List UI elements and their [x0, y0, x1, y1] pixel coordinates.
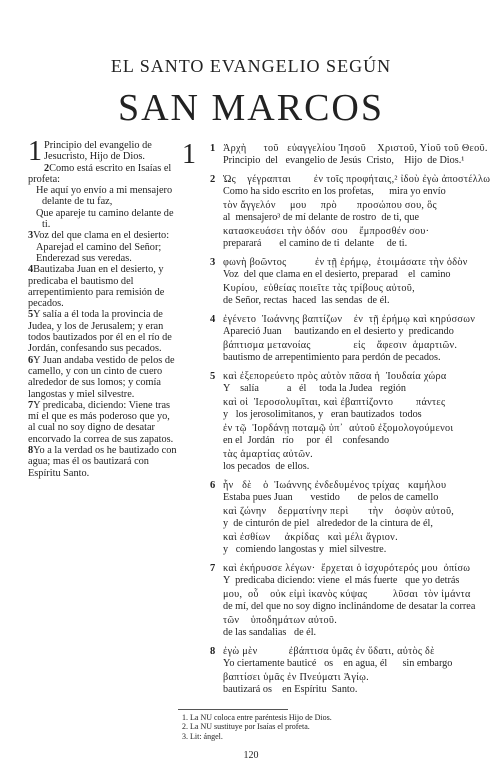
footnote: 2. La NU sustituye por Isaías el profeta.: [182, 722, 310, 732]
greek-line: καὶ ἐσθίων ἀκρίδας καὶ μέλι ἄγριον.: [223, 532, 398, 543]
verse-number: 7: [210, 563, 216, 574]
verse-2-text: Como está escrito en Isaías el profeta:: [28, 162, 172, 185]
page-number: 120: [243, 750, 259, 761]
greek-line: τὰς ἁμαρτίας αὐτῶν.: [223, 449, 314, 460]
greek-line: Ἀρχὴ τοῦ εὐαγγελίου Ἰησοῦ Χριστοῦ, Υἱοῦ τοῦ Θεοῦ.: [223, 143, 488, 154]
spanish-line: Estaba pues Juan vestido de pelos de camello: [223, 491, 439, 503]
verse-number: 4: [28, 264, 34, 276]
verse-number: 6: [28, 354, 34, 366]
spanish-line: bautismo de arrepentimiento para perdón de pecados.: [223, 351, 441, 363]
interlinear-verse: [210, 314, 476, 363]
interlinear-verse: [210, 371, 476, 472]
interlinear-verse: [210, 174, 491, 249]
greek-line: ἐν τῷ Ἰορδάνῃ ποταμῷ ὑπ᾿ αὐτοῦ ἐξομολογούμενοι: [223, 423, 454, 434]
verse-5-text: Y salía a él toda la provincia de Judea, y los de Jerusalem; y eran todos bautizados por él en el río de Jordán, confesando sus pecados.: [28, 309, 172, 355]
spanish-line: bautizará os en Espíritu Santo.: [223, 683, 358, 695]
verse-number: 2: [44, 162, 50, 174]
verse-number: 8: [210, 646, 216, 657]
greek-line: ἦν δὲ ὁ Ἰωάννης ἐνδεδυμένος τρίχας καμήλου: [223, 480, 447, 491]
quote-line: Enderezad sus veredas.: [36, 252, 132, 264]
greek-line: Ὡς γέγραπται ἐν τοῖς προφήταις,² ἰδοὺ ἐγὼ ἀποστέλλω: [223, 174, 491, 185]
chapter-number-right: 1: [182, 139, 196, 170]
verse-8-text: Yo a la verdad os he bautizado con agua; mas él os bautizará con Espíritu Santo.: [28, 445, 177, 479]
spanish-line: de las sandalias de él.: [223, 626, 317, 638]
greek-line: ἐγένετο Ἰωάννης βαπτίζων ἐν τῇ ἐρήμῳ καὶ κηρύσσων: [223, 314, 476, 325]
spanish-line: y comiendo langostas y miel silvestre.: [223, 543, 387, 555]
verse-number: 5: [210, 371, 216, 382]
greek-line: βάπτισμα μετανοίας εἰς ἄφεσιν ἁμαρτιῶν.: [223, 340, 458, 351]
verse-3-text: Voz del que clama en el desierto:: [33, 230, 170, 242]
verse-1-text: Principio del evangelio de Jesucristo, Hijo de Dios.: [44, 140, 152, 163]
spanish-line: al mensajero³ de mí delante de rostro de ti, que: [223, 211, 419, 223]
verse-6-text: Y Juan andaba vestido de pelos de camello, y con un cinto de cuero alrededor de sus lomos; y comía langostas y miel silvestre.: [28, 354, 175, 400]
footnote: 1. La NU coloca entre paréntesis Hijo de Dios.: [182, 713, 332, 722]
greek-line: ἐγὼ μὲν ἐβάπτισα ὑμᾶς ἐν ὕδατι, αὐτὸς δὲ: [223, 646, 435, 657]
interlinear-verse: [210, 143, 488, 166]
interlinear-verse: [210, 257, 476, 306]
verse-number: 1: [210, 143, 216, 154]
spanish-line: Principio del evangelio de Jesús Cristo, Hijo de Dios.¹: [223, 154, 465, 166]
greek-line: καὶ ἐξεπορεύετο πρὸς αὐτὸν πᾶσα ἡ Ἰουδαία χώρα: [223, 371, 447, 382]
chapter-number-left: 1: [28, 136, 42, 167]
greek-line: κατασκευάσει τὴν ὁδόν σου ἔμπροσθέν σου·: [223, 226, 430, 237]
verse-number: 7: [28, 399, 34, 411]
verse-number: 6: [210, 480, 216, 491]
verse-number: 2: [210, 174, 216, 185]
spanish-line: y de cinturón de piel alrededor de la cintura de él,: [223, 517, 433, 529]
greek-line: Κυρίου, εὐθείας ποιεῖτε τὰς τρίβους αὐτοῦ,: [223, 283, 415, 294]
interlinear-column: [210, 143, 491, 703]
book-supertitle: EL SANTO EVANGELIO SEGÚN: [110, 56, 392, 76]
interlinear-verse: [210, 563, 476, 638]
spanish-line: Y salía a él toda la Judea región: [223, 382, 406, 394]
book-title: SAN MARCOS: [117, 87, 385, 129]
greek-line: καὶ ζώνην δερματίνην περὶ τὴν ὀσφὺν αὐτοῦ,: [223, 506, 455, 517]
verse-7-text: Y predicaba, diciendo: Viene tras mí el que es más poderoso que yo, al cual no soy digno de desatar encorvado la correa de sus zapatos.: [28, 399, 174, 445]
spanish-line: preparará el camino de ti delante de ti.: [223, 237, 408, 249]
verse-4-text: Bautizaba Juan en el desierto, y predicaba el bautismo del arrepentimiento para remisión de pecados.: [28, 264, 165, 310]
spanish-line: y los jerosolimitanos, y eran bautizados todos: [223, 408, 422, 420]
spanish-line: de Señor, rectas haced las sendas de él.: [223, 294, 390, 306]
verse-number: 3: [28, 230, 34, 242]
spanish-line: de mí, del que no soy digno inclinándome de desatar la correa: [223, 600, 476, 612]
spanish-line: en el Jordán río por él confesando: [223, 434, 390, 446]
interlinear-verse: [210, 480, 476, 555]
greek-line: καὶ ἐκήρυσσε λέγων· ἔρχεται ὁ ἰσχυρότερός μου ὀπίσω: [223, 563, 471, 574]
footnotes: [182, 713, 332, 741]
spanish-line: Apareció Juan bautizando en el desierto y predicando: [223, 325, 454, 337]
verse-number: 3: [210, 257, 216, 268]
quote-line: Aparejad el camino del Señor;: [36, 241, 162, 253]
footnote: 3. Lit: ángel.: [182, 731, 223, 741]
verse-number: 4: [210, 314, 216, 325]
greek-line: βαπτίσει ὑμᾶς ἐν Πνεύματι Ἁγίῳ.: [223, 672, 370, 683]
spanish-line: Yo ciertamente bauticé os en agua, él sin embargo: [223, 657, 453, 669]
spanish-line: Como ha sido escrito en los profetas, mira yo envío: [223, 185, 446, 197]
greek-line: φωνὴ βοῶντος ἐν τῇ ἐρήμῳ, ἑτοιμάσατε τὴν ὁδὸν: [223, 257, 468, 268]
greek-line: τὸν ἄγγελόν μου πρὸ προσώπου σου, ὃς: [223, 200, 437, 211]
greek-line: μου, οὗ οὐκ εἰμὶ ἱκανὸς κύψας λῦσαι τὸν ἱμάντα: [223, 589, 471, 600]
interlinear-verse: [210, 646, 476, 695]
greek-line: τῶν ὑποδημάτων αὐτοῦ.: [223, 615, 338, 626]
spanish-line: Y predicaba diciendo: viene el más fuerte que yo detrás: [223, 574, 460, 586]
verse-number: 8: [28, 445, 34, 457]
spanish-line: Voz del que clama en el desierto, preparad el camino: [223, 268, 451, 280]
left-column-text: [28, 136, 178, 479]
quote-line: Que apareje tu camino delante de ti.: [36, 207, 174, 231]
quote-line: He aquí yo envío a mi mensajero delante de tu faz,: [36, 185, 173, 208]
greek-line: καὶ οἱ Ἱεροσολυμῖται, καὶ ἐβαπτίζοντο πάντες: [223, 397, 446, 408]
verse-number: 5: [28, 309, 34, 321]
footnote-divider: [178, 709, 288, 710]
spanish-line: los pecados de ellos.: [223, 460, 310, 472]
